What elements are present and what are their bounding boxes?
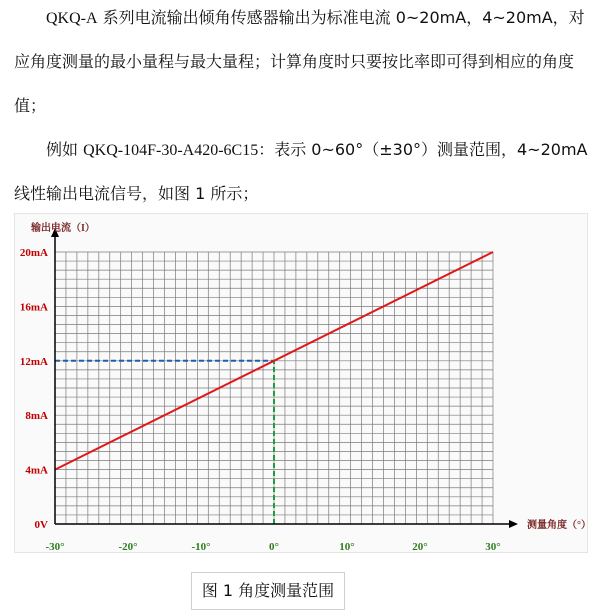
example-text: ：表示 0~60°（±30°）测量范围，4~20mA	[258, 140, 588, 159]
y-tick-label: 4mA	[25, 464, 48, 477]
chart-tick-labels	[20, 247, 501, 553]
x-tick-label: 10°	[339, 541, 355, 553]
x-axis-arrow-icon	[509, 520, 518, 528]
x-tick-label: 30°	[485, 541, 501, 553]
x-tick-label: 0°	[269, 541, 279, 553]
y-tick-label: 8mA	[25, 410, 48, 423]
x-tick-label: -20°	[118, 541, 138, 553]
example-lead: 例如	[46, 140, 84, 159]
chart-axes	[51, 228, 518, 528]
y-tick-label: 0V	[34, 519, 48, 531]
y-axis-title: 输出电流（I）	[31, 223, 95, 234]
x-tick-label: -30°	[45, 541, 65, 553]
chart-figure	[14, 213, 591, 553]
intro-paragraph-line-2: 应角度测量的最小量程与最大量程；计算角度时只要按比率即可得到相应的角度	[14, 52, 575, 71]
x-tick-label: 20°	[412, 541, 428, 553]
x-tick-label: -10°	[191, 541, 211, 553]
y-tick-label: 12mA	[19, 355, 48, 368]
example-paragraph-line-2: 线性输出电流信号，如图 1 所示；	[14, 184, 259, 203]
model-name: QKQ-A	[46, 10, 98, 27]
figure-caption: 图 1 角度测量范围	[191, 572, 345, 610]
y-tick-label: 16mA	[19, 301, 48, 314]
line-chart	[1, 1, 600, 615]
example-model-code: QKQ-104F-30-A420-6C15	[83, 142, 259, 159]
intro-text: 系列电流输出倾角传感器输出为标准电流 0~20mA，4~20mA，对	[97, 8, 585, 27]
y-tick-label: 20mA	[19, 247, 48, 259]
x-axis-title: 测量角度（°）	[527, 520, 591, 531]
intro-paragraph-line-3: 值；	[14, 96, 47, 115]
